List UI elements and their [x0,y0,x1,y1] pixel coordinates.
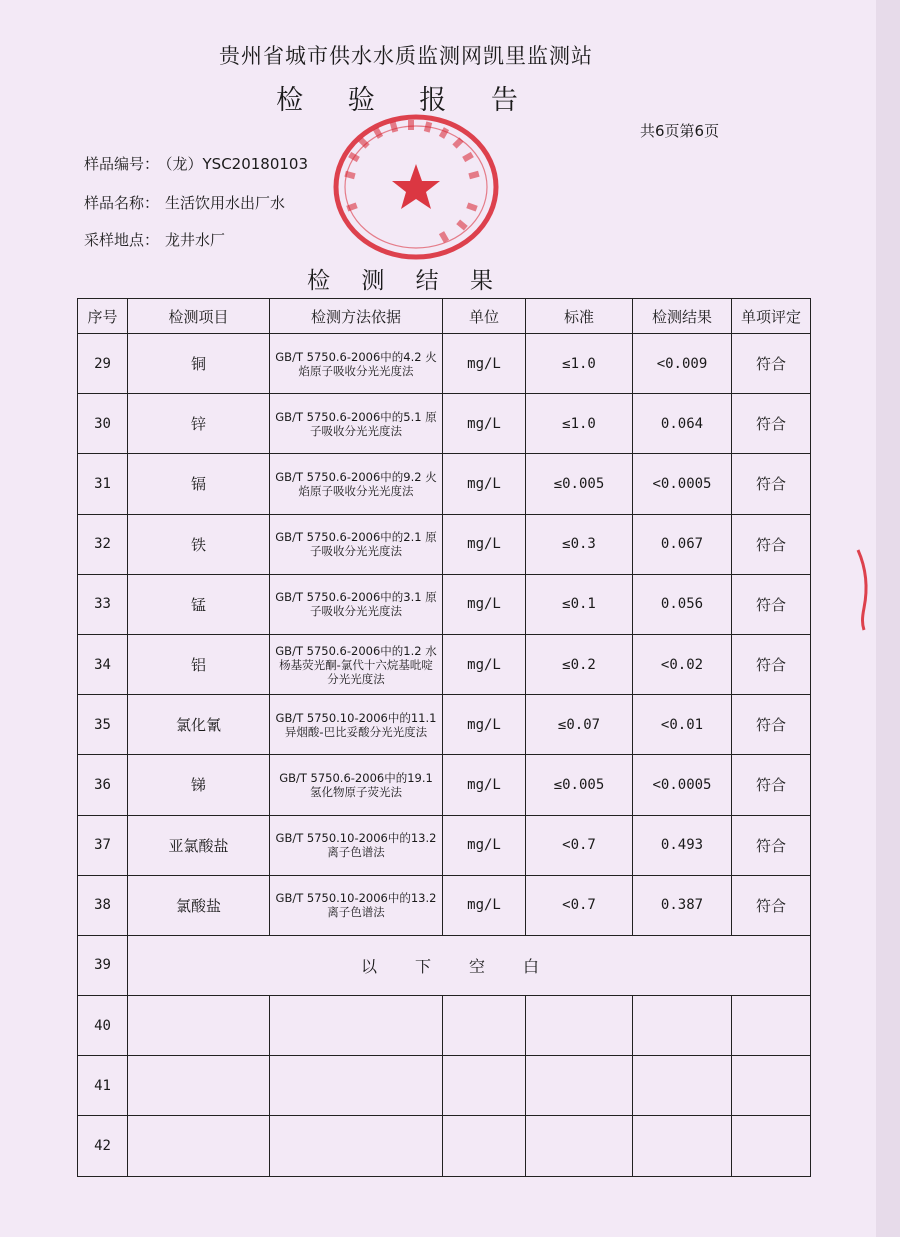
row-standard: ≤0.1 [526,574,633,634]
row-number: 35 [78,695,128,755]
blank-below-note: 以下空白 [128,935,811,995]
row-item: 镉 [128,454,270,514]
empty-cell [443,996,526,1056]
empty-cell [128,1056,270,1116]
row-verdict: 符合 [732,394,811,454]
empty-cell [443,1116,526,1176]
row-number: 33 [78,574,128,634]
row-number: 29 [78,334,128,394]
row-unit: mg/L [443,514,526,574]
blank-note-row [78,935,811,995]
sample-number-label: 样品编号： [84,155,160,173]
row-unit: mg/L [443,454,526,514]
header-method: 检测方法依据 [270,299,443,334]
row-unit: mg/L [443,634,526,694]
empty-cell [633,1056,732,1116]
row-verdict: 符合 [732,875,811,935]
row-result: 0.067 [633,514,732,574]
empty-row [78,1116,811,1176]
header-number: 序号 [78,299,128,334]
empty-cell [443,1056,526,1116]
row-method: GB/T 5750.6-2006中的5.1 原子吸收分光光度法 [270,394,443,454]
table-row [78,334,811,394]
sample-location-value: 龙井水厂 [165,231,226,249]
empty-cell [128,996,270,1056]
row-standard: ≤1.0 [526,394,633,454]
sample-name-label: 样品名称： [84,194,160,212]
empty-row [78,1056,811,1116]
empty-cell [732,1116,811,1176]
row-method: GB/T 5750.6-2006中的3.1 原子吸收分光光度法 [270,574,443,634]
row-item: 铜 [128,334,270,394]
row-number: 36 [78,755,128,815]
row-standard: ≤0.07 [526,695,633,755]
empty-cell [732,1056,811,1116]
row-verdict: 符合 [732,454,811,514]
sample-location [84,229,225,250]
table-row [78,574,811,634]
row-result: <0.009 [633,334,732,394]
row-unit: mg/L [443,334,526,394]
row-method: GB/T 5750.10-2006中的13.2 离子色谱法 [270,815,443,875]
header-unit: 单位 [443,299,526,334]
empty-cell [732,996,811,1056]
row-method: GB/T 5750.6-2006中的19.1 氢化物原子荧光法 [270,755,443,815]
empty-cell [270,1116,443,1176]
row-number: 37 [78,815,128,875]
row-number: 42 [78,1116,128,1176]
row-number: 38 [78,875,128,935]
row-unit: mg/L [443,574,526,634]
empty-cell [526,1056,633,1116]
report-title: 检 验 报 告 [276,85,536,116]
sample-name [84,192,285,213]
page-info: 共6页第6页 [640,122,720,140]
row-result: <0.0005 [633,755,732,815]
empty-cell [633,1116,732,1176]
results-title: 检 测 结 果 [307,268,505,294]
row-verdict: 符合 [732,514,811,574]
table-row [78,815,811,875]
empty-row [78,996,811,1056]
row-number: 40 [78,996,128,1056]
row-method: GB/T 5750.6-2006中的4.2 火焰原子吸收分光光度法 [270,334,443,394]
row-item: 氯化氰 [128,695,270,755]
row-unit: mg/L [443,755,526,815]
empty-cell [128,1116,270,1176]
official-seal-stamp [331,112,501,262]
row-unit: mg/L [443,875,526,935]
row-item: 氯酸盐 [128,875,270,935]
row-standard: ≤0.2 [526,634,633,694]
row-verdict: 符合 [732,334,811,394]
row-standard: ≤0.005 [526,755,633,815]
table-row [78,875,811,935]
row-result: 0.387 [633,875,732,935]
row-method: GB/T 5750.10-2006中的11.1 异烟酸-巴比妥酸分光光度法 [270,695,443,755]
row-item: 锑 [128,755,270,815]
row-number: 30 [78,394,128,454]
header-standard: 标准 [526,299,633,334]
row-number: 39 [78,935,128,995]
row-verdict: 符合 [732,755,811,815]
table-row [78,634,811,694]
row-method: GB/T 5750.10-2006中的13.2 离子色谱法 [270,875,443,935]
row-verdict: 符合 [732,815,811,875]
empty-cell [270,1056,443,1116]
empty-cell [526,996,633,1056]
table-row [78,755,811,815]
row-number: 31 [78,454,128,514]
row-standard: ≤1.0 [526,334,633,394]
row-method: GB/T 5750.6-2006中的2.1 原子吸收分光光度法 [270,514,443,574]
table-row [78,394,811,454]
row-result: <0.02 [633,634,732,694]
row-result: 0.493 [633,815,732,875]
row-number: 32 [78,514,128,574]
results-table [77,298,811,1177]
sample-location-label: 采样地点： [84,231,160,249]
row-unit: mg/L [443,815,526,875]
row-result: 0.056 [633,574,732,634]
organization-title: 贵州省城市供水水质监测网凯里监测站 [219,44,593,68]
row-number: 34 [78,634,128,694]
sample-name-value: 生活饮用水出厂水 [165,194,286,212]
sample-number-value: （龙）YSC20180103 [165,155,309,173]
row-unit: mg/L [443,394,526,454]
row-item: 铝 [128,634,270,694]
row-method: GB/T 5750.6-2006中的1.2 水杨基荧光酮-氯代十六烷基吡啶分光光度法 [270,634,443,694]
row-item: 锰 [128,574,270,634]
row-verdict: 符合 [732,634,811,694]
table-header-row [78,299,811,334]
row-result: 0.064 [633,394,732,454]
row-method: GB/T 5750.6-2006中的9.2 火焰原子吸收分光光度法 [270,454,443,514]
row-unit: mg/L [443,695,526,755]
table-row [78,514,811,574]
header-verdict: 单项评定 [732,299,811,334]
row-verdict: 符合 [732,695,811,755]
empty-cell [270,996,443,1056]
scan-edge [876,0,900,1237]
row-standard: <0.7 [526,815,633,875]
red-ink-mark [852,548,872,632]
row-result: <0.0005 [633,454,732,514]
header-item: 检测项目 [128,299,270,334]
row-item: 亚氯酸盐 [128,815,270,875]
row-standard: ≤0.3 [526,514,633,574]
row-item: 锌 [128,394,270,454]
row-standard: ≤0.005 [526,454,633,514]
row-item: 铁 [128,514,270,574]
empty-cell [526,1116,633,1176]
row-number: 41 [78,1056,128,1116]
table-row [78,695,811,755]
table-row [78,454,811,514]
sample-number [84,153,308,174]
row-result: <0.01 [633,695,732,755]
row-verdict: 符合 [732,574,811,634]
header-result: 检测结果 [633,299,732,334]
empty-cell [633,996,732,1056]
row-standard: <0.7 [526,875,633,935]
